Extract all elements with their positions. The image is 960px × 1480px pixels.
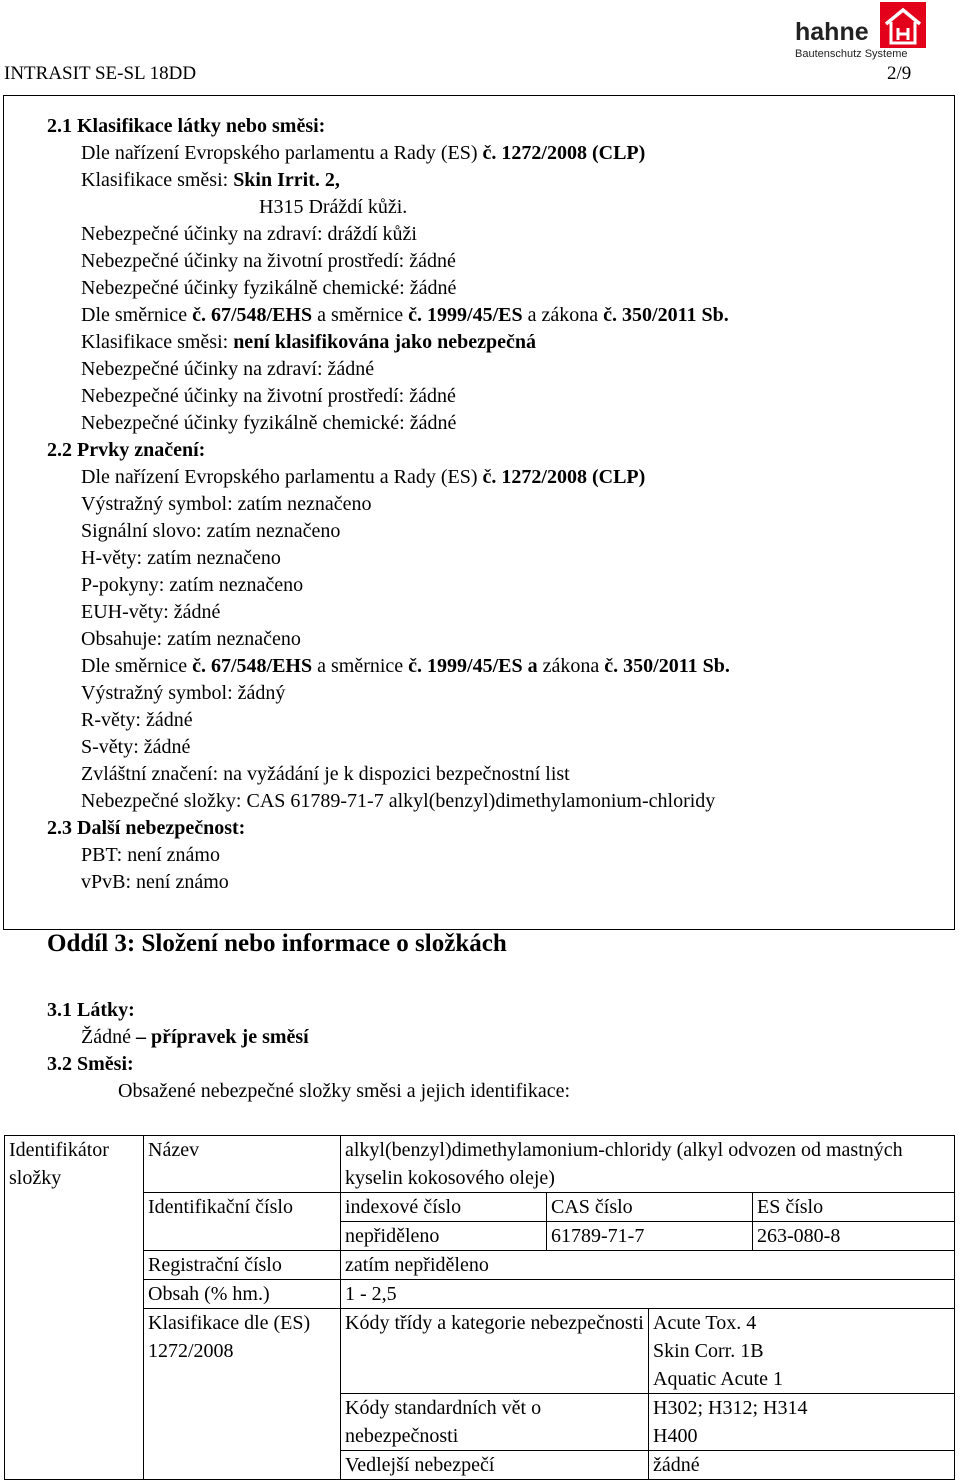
h315-line: H315 Dráždí kůži.: [259, 196, 408, 218]
hazard-class-code: Aquatic Acute 1: [649, 1365, 955, 1394]
physchem-effects-line: Nebezpečné účinky fyzikálně chemické: žádné: [81, 277, 457, 299]
cas-number-label: CAS číslo: [547, 1193, 753, 1222]
classification-directive-line: Klasifikace směsi: není klasifikována jako nebezpečná: [81, 331, 537, 353]
physchem-effects-line-2: Nebezpečné účinky fyzikálně chemické: žádné: [81, 412, 457, 434]
id-number-label: Identifikační číslo: [144, 1193, 341, 1251]
hazardous-components-line: Nebezpečné složky: CAS 61789-71-7 alkyl(benzyl)dimethylamonium-chloridy: [81, 790, 716, 812]
special-labelling-line: Zvláštní značení: na vyžádání je k dispozici bezpečnostní list: [81, 763, 570, 785]
table-row: [5, 1193, 955, 1222]
environment-effects-line-2: Nebezpečné účinky na životní prostředí: žádné: [81, 385, 456, 407]
es-number-value: 263-080-8: [753, 1222, 955, 1251]
classification-label: Klasifikace dle (ES) 1272/2008: [144, 1309, 341, 1480]
composition-table: [4, 1135, 955, 1480]
signal-word-line: Signální slovo: zatím neznačeno: [81, 520, 341, 542]
registration-label: Registrační číslo: [144, 1251, 341, 1280]
hazard-statement-codes-label: Kódy standardních vět o nebezpečnosti: [341, 1394, 649, 1451]
clp-regulation-line-2: Dle nařízení Evropského parlamentu a Rady (ES) č. 1272/2008 (CLP): [81, 466, 646, 488]
table-row: [5, 1136, 955, 1193]
p-phrases-line: P-pokyny: zatím neznačeno: [81, 574, 304, 596]
table-row: [5, 1309, 955, 1366]
mixtures-text: Obsažené nebezpečné složky směsi a jejich identifikace:: [118, 1080, 571, 1102]
heading-2-2: 2.2 Prvky značení:: [47, 439, 206, 461]
name-label: Název: [144, 1136, 341, 1193]
cas-number-value: 61789-71-7: [547, 1222, 753, 1251]
es-number-label: ES číslo: [753, 1193, 955, 1222]
logo-main-text: hahne: [795, 18, 869, 46]
house-logo-icon: [880, 2, 926, 48]
hazard-statement-codes-value: [649, 1394, 955, 1451]
side-hazard-label: Vedlejší nebezpečí: [341, 1451, 649, 1480]
logo-sub-text: Bautenschutz Systeme: [795, 48, 908, 60]
table-row: [5, 1280, 955, 1309]
euh-phrases-line: EUH-věty: žádné: [81, 601, 221, 623]
hazard-statement-code: H400: [653, 1425, 698, 1447]
health-effects-line: Nebezpečné účinky na zdraví: dráždí kůži: [81, 223, 417, 245]
environment-effects-line: Nebezpečné účinky na životní prostředí: žádné: [81, 250, 456, 272]
contains-line: Obsahuje: zatím neznačeno: [81, 628, 301, 650]
vpvb-line: vPvB: není známo: [81, 871, 229, 893]
warning-symbol-line: Výstražný symbol: zatím neznačeno: [81, 493, 372, 515]
name-value: alkyl(benzyl)dimethylamonium-chloridy (alkyl odvozen od mastných kyselin kokosového oleje): [341, 1136, 955, 1193]
hazard-class-codes-value: [649, 1309, 955, 1366]
heading-3-1: 3.1 Látky:: [47, 999, 135, 1021]
directive-line: Dle směrnice č. 67/548/EHS a směrnice č. 1999/45/ES a zákona č. 350/2011 Sb.: [81, 304, 729, 326]
directive-line-2: Dle směrnice č. 67/548/EHS a směrnice č. 1999/45/ES a zákona č. 350/2011 Sb.: [81, 655, 730, 677]
hazard-class-codes-label-cont: [341, 1365, 649, 1394]
substances-text: Žádné – přípravek je směsí: [81, 1026, 309, 1048]
heading-2-3: 2.3 Další nebezpečnost:: [47, 817, 246, 839]
page-number: 2/9: [887, 63, 912, 84]
section-3-title: Oddíl 3: Složení nebo informace o složkách: [47, 930, 507, 957]
heading-3-2: 3.2 Směsi:: [47, 1053, 134, 1075]
pbt-line: PBT: není známo: [81, 844, 220, 866]
table-row: [5, 1251, 955, 1280]
side-hazard-value: žádné: [649, 1451, 955, 1480]
hazard-class-code: Acute Tox. 4: [653, 1312, 757, 1334]
s-phrases-line: S-věty: žádné: [81, 736, 191, 758]
h-phrases-line: H-věty: zatím neznačeno: [81, 547, 281, 569]
warning-symbol-line-2: Výstražný symbol: žádný: [81, 682, 286, 704]
hazard-class-codes-label: Kódy třídy a kategorie nebezpečnosti: [341, 1309, 649, 1366]
index-number-value: nepřiděleno: [341, 1222, 547, 1251]
classification-line: Klasifikace směsi: Skin Irrit. 2,: [81, 169, 340, 191]
content-label: Obsah (% hm.): [144, 1280, 341, 1309]
clp-regulation-line: Dle nařízení Evropského parlamentu a Rady (ES) č. 1272/2008 (CLP): [81, 142, 646, 164]
registration-value: zatím nepřiděleno: [341, 1251, 955, 1280]
hazard-statement-code: H302; H312; H314: [653, 1397, 808, 1419]
health-effects-line-2: Nebezpečné účinky na zdraví: žádné: [81, 358, 375, 380]
heading-2-1: 2.1 Klasifikace látky nebo směsi:: [47, 115, 326, 137]
hazard-class-code: Skin Corr. 1B: [653, 1340, 764, 1362]
document-product-name: INTRASIT SE-SL 18DD: [4, 63, 197, 84]
r-phrases-line: R-věty: žádné: [81, 709, 193, 731]
content-value: 1 - 2,5: [341, 1280, 955, 1309]
index-number-label: indexové číslo: [341, 1193, 547, 1222]
component-id-label: Identifikátor složky: [5, 1136, 144, 1480]
